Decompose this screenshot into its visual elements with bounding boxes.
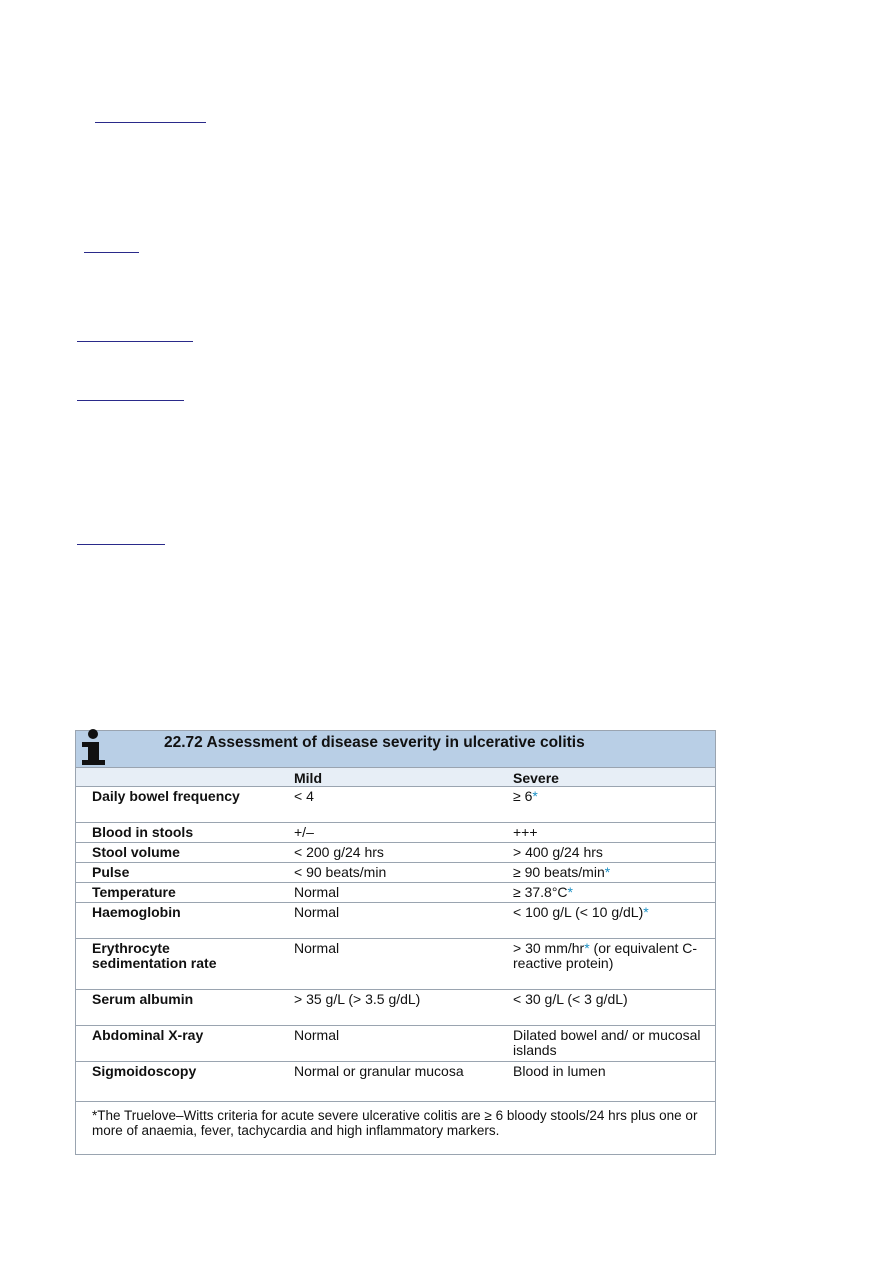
column-header-severe: Severe xyxy=(513,770,559,786)
table-title-bar xyxy=(76,731,715,768)
table-row xyxy=(76,939,715,990)
severe-value: > 400 g/24 hrs xyxy=(513,844,603,860)
table-title: 22.72 Assessment of disease severity in ulcerative colitis xyxy=(164,734,585,751)
table-row xyxy=(76,823,715,843)
column-header-mild: Mild xyxy=(294,770,322,786)
severe-value: Blood in lumen xyxy=(513,1063,606,1079)
table-row xyxy=(76,787,715,823)
row-label: Daily bowel frequency xyxy=(92,788,240,804)
mild-value: +/– xyxy=(294,824,314,840)
row-label: Temperature xyxy=(92,884,176,900)
severe-value: ≥ 90 beats/min* xyxy=(513,864,611,880)
row-label: Serum albumin xyxy=(92,991,194,1007)
row-label: Erythrocyte sedimentation rate xyxy=(92,940,217,971)
row-label: Stool volume xyxy=(92,844,180,860)
link-underline-1[interactable] xyxy=(95,122,206,123)
table-row xyxy=(76,863,715,883)
table-row xyxy=(76,883,715,903)
mild-value: Normal xyxy=(294,1027,340,1043)
info-icon xyxy=(55,729,119,765)
table-row xyxy=(76,903,715,939)
severe-value: Dilated bowel and/ or mucosal islands xyxy=(513,1027,701,1058)
link-underline-4[interactable] xyxy=(77,400,184,401)
mild-value: Normal or granular mucosa xyxy=(294,1063,464,1079)
mild-value: Normal xyxy=(294,940,340,956)
mild-value: < 200 g/24 hrs xyxy=(294,844,384,860)
severe-value: < 100 g/L (< 10 g/dL)* xyxy=(513,904,649,920)
link-underline-5[interactable] xyxy=(77,544,165,545)
mild-value: Normal xyxy=(294,884,340,900)
mild-value: > 35 g/L (> 3.5 g/dL) xyxy=(294,991,421,1007)
severe-value: ≥ 6* xyxy=(513,788,538,804)
row-label: Abdominal X-ray xyxy=(92,1027,204,1043)
link-underline-3[interactable] xyxy=(77,341,193,342)
link-underline-2[interactable] xyxy=(84,252,139,253)
table-header-row xyxy=(76,768,715,787)
row-label: Sigmoidoscopy xyxy=(92,1063,197,1079)
row-label: Haemoglobin xyxy=(92,904,181,920)
severe-value: ≥ 37.8°C* xyxy=(513,884,573,900)
row-label: Blood in stools xyxy=(92,824,194,840)
severity-table xyxy=(75,730,716,1155)
table-row xyxy=(76,843,715,863)
mild-value: < 4 xyxy=(294,788,314,804)
mild-value: < 90 beats/min xyxy=(294,864,387,880)
table-footnote: *The Truelove–Witts criteria for acute severe ulcerative colitis are ≥ 6 bloody stools/24 hrs plus one or more of anaemia, fever, tachycardia and high inflammatory markers. xyxy=(92,1108,698,1138)
severe-value: +++ xyxy=(513,824,538,840)
table-row xyxy=(76,1026,715,1062)
table-row xyxy=(76,1062,715,1102)
severe-value: < 30 g/L (< 3 g/dL) xyxy=(513,991,628,1007)
severe-value: > 30 mm/hr* (or equivalent C-reactive protein) xyxy=(513,940,698,971)
table-row xyxy=(76,990,715,1026)
row-label: Pulse xyxy=(92,864,130,880)
mild-value: Normal xyxy=(294,904,340,920)
